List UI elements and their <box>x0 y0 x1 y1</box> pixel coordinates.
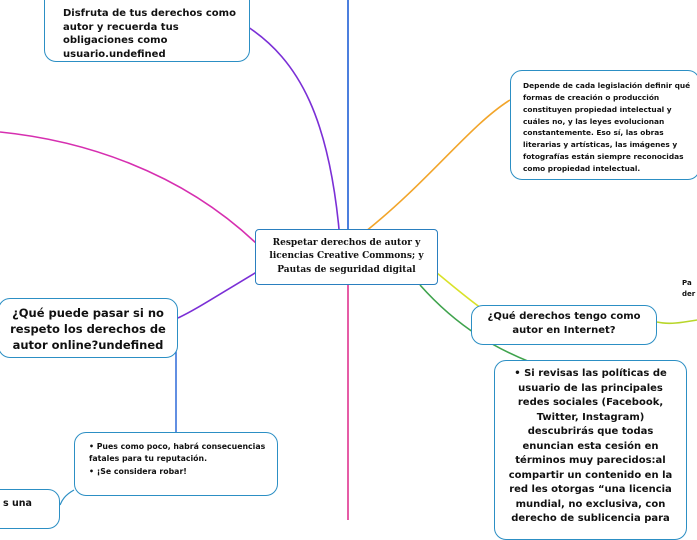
branch-line-left-pink <box>0 132 258 245</box>
node-consequences-bullets[interactable] <box>74 432 278 496</box>
node-partial-bottom-left-label: s una <box>3 498 32 509</box>
node-partial-bottom-left[interactable] <box>0 489 60 529</box>
node-consequences-question[interactable] <box>0 298 178 358</box>
partial-edge-text <box>682 278 695 300</box>
branch-line-left-lower <box>178 270 260 318</box>
branch-line-top <box>245 25 340 240</box>
node-enjoy-rights[interactable] <box>44 0 250 62</box>
node-social-policies[interactable] <box>494 360 687 540</box>
branch-line-right-orange <box>365 100 510 232</box>
node-enjoy-rights-label: Disfruta de tus derechos como autor y recuerda tus obligaciones como usuario.undefined <box>63 8 236 60</box>
central-topic-label: Respetar derechos de autor y licencias Creative Commons; y Pautas de seguridad digital <box>269 238 424 275</box>
node-consequences-question-label: ¿Qué puede pasar si no respeto los derechos de autor online?undefined <box>10 306 166 353</box>
branch-line-right-lime <box>657 320 697 323</box>
node-legislation-info[interactable] <box>510 70 697 180</box>
node-legislation-label: Depende de cada legislación definir qué formas de creación o producción constituyen propiedad intelectual y cuáles no, y las leyes evolucionan constantemente. Eso sí, las obras literarias y artísticas, las imágenes y fotografías están siempre reconocidas como propiedad intelectual. <box>523 81 691 173</box>
bullet-reputation: • Pues como poco, habrá consecuencias fatales para tu reputación. <box>89 442 266 464</box>
partial-edge-line-1: Pa <box>682 279 692 287</box>
node-rights-question-label: ¿Qué derechos tengo como autor en Internet? <box>487 311 641 336</box>
branch-line-bullets-to-edge <box>60 490 74 505</box>
node-rights-question[interactable] <box>471 305 657 345</box>
bullet-stealing: • ¡Se considera robar! <box>89 466 187 476</box>
node-social-policies-label: • Si revisas las políticas de usuario de las principales redes sociales (Facebook, Twitter, Instagram) descubrirás que todas enuncian esta cesión en términos muy parecidos:al compartir un contenido en la red les otorgas “una licencia mundial, no exclusiva, con derecho de sublicencia para <box>508 368 673 524</box>
partial-edge-line-2: der <box>682 290 696 299</box>
central-topic[interactable] <box>255 229 438 285</box>
